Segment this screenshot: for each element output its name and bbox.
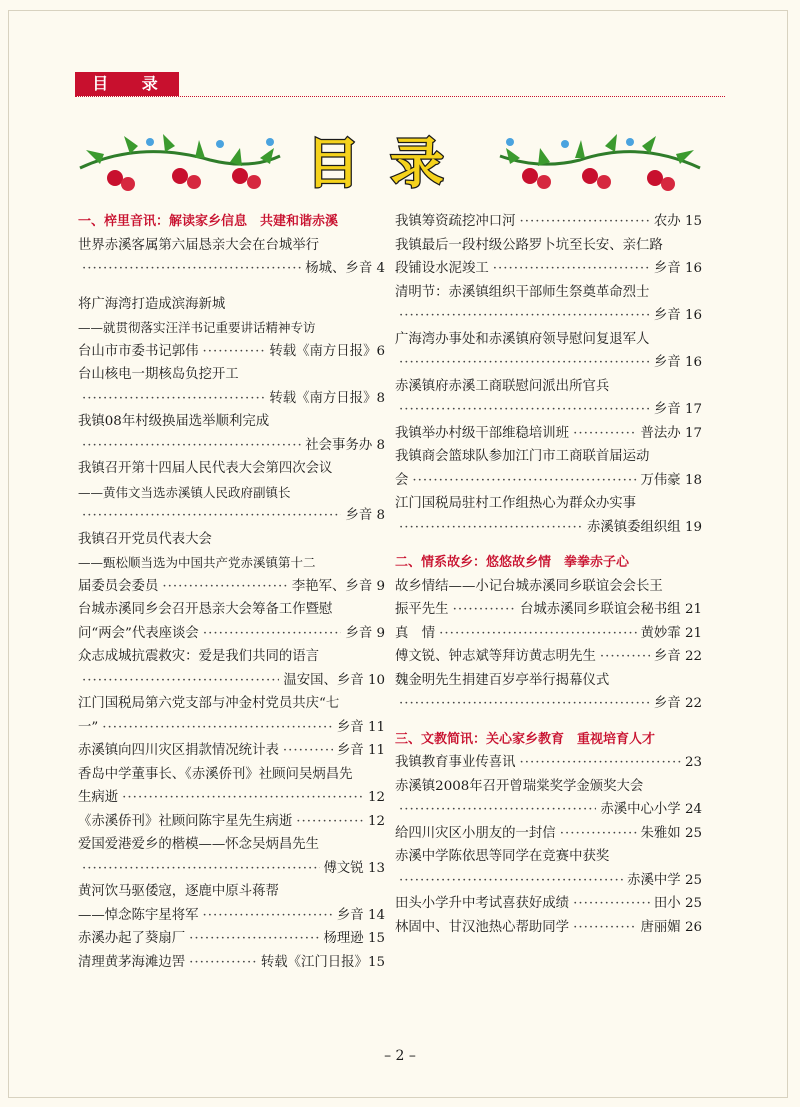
toc-entry-source-page: 赤溪镇委组织组 19 [586, 519, 702, 535]
leader-dots [82, 857, 320, 881]
toc-entry-title: 故乡情结——小记台城赤溪同乡联谊会会长王 [395, 578, 663, 594]
section-heading: 一、梓里音讯：解读家乡信息 共建和谐赤溪 [78, 214, 339, 229]
toc-entry-title: 我镇召开第十四届人民代表大会第四次会议 [78, 461, 333, 476]
toc-entry-source-line [78, 387, 385, 411]
leader-dots [573, 916, 636, 940]
page-title: 目录 [306, 132, 474, 195]
toc-entry-title: 会 [395, 472, 409, 488]
leader-dots [189, 951, 257, 975]
toc-entry-source-page: 乡音 16 [653, 308, 702, 323]
toc-entry-title: 真 情 [395, 625, 436, 641]
toc-entry-title: 赤溪镇向四川灾区捐款情况统计表 [78, 743, 279, 758]
toc-entry-subtitle: ——甄松顺当选为中国共产党赤溪镇第十二 [78, 555, 316, 570]
toc-entry-title: 《赤溪侨刊》社顾问陈宇星先生病逝 [78, 813, 293, 829]
toc-entry-title: 问“两会”代表座谈会 [78, 625, 199, 641]
leader-dots [399, 869, 623, 893]
toc-entry-title: 田头小学升中考试喜获好成绩 [395, 896, 570, 911]
toc-entry-source-line [78, 257, 385, 281]
leader-dots [573, 422, 636, 446]
toc-entry-source-line [395, 516, 702, 540]
toc-entry-title: 我镇最后一段村级公路罗卜坑至长安、亲仁路 [395, 237, 663, 253]
section-heading: 二、情系故乡：悠悠故乡情 拳拳赤子心 [395, 555, 630, 570]
leader-dots [82, 434, 301, 458]
leader-dots [453, 598, 516, 622]
section-heading: 三、文教简讯：关心家乡教育 重视培育人才 [395, 731, 656, 747]
leader-dots [189, 927, 319, 951]
toc-entry-title: 生病逝 [78, 790, 119, 805]
leader-dots [82, 257, 301, 281]
toc-entry-subtitle: ——黄伟文当选赤溪镇人民政府副镇长 [78, 484, 291, 500]
section-gap [78, 281, 385, 293]
toc-entry-source-line [78, 622, 385, 646]
leader-dots [122, 786, 364, 810]
toc-entry-source-page: 赤溪中心小学 24 [600, 802, 702, 817]
toc-entry-source-page: 社会事务办 8 [305, 437, 385, 453]
leader-dots [439, 622, 636, 646]
toc-entry-source-line [395, 398, 702, 422]
leader-dots [162, 575, 288, 599]
leader-dots [399, 351, 650, 375]
toc-entry-title: 世界赤溪客属第六届恳亲大会在台城举行 [78, 237, 320, 253]
leader-dots [82, 504, 341, 528]
section-gap [395, 539, 702, 551]
toc-entry-title: 我镇08年村级换届选举顺利完成 [78, 414, 270, 429]
toc-entry-title: 魏金明先生捐建百岁亭举行揭幕仪式 [395, 672, 610, 688]
leader-dots [573, 892, 650, 916]
left-cherry-branch-icon [80, 134, 280, 191]
toc-entry-source-line [395, 598, 702, 622]
toc-entry-source-page: 乡音 14 [336, 907, 385, 923]
leader-dots [203, 340, 266, 364]
toc-entry-source-page: 赤溪中学 25 [627, 872, 702, 888]
toc-entry-title: 赤溪办起了葵扇厂 [78, 931, 186, 946]
toc-entry-title: 我镇举办村级干部维稳培训班 [395, 425, 570, 441]
toc-entry-title: 林固中、甘汉池热心帮助同学 [395, 919, 570, 935]
right-cherry-branch-icon [500, 134, 700, 191]
toc-entry-title: 台山市市委书记郭伟 [78, 343, 199, 359]
toc-entry-source-line [78, 504, 385, 528]
toc-entry-source-line [78, 927, 385, 951]
toc-entry-source-line [78, 434, 385, 458]
toc-entry-source-page: 转载《江门日报》15 [260, 954, 385, 970]
toc-entry-title: 段铺设水泥竣工 [395, 261, 489, 276]
toc-entry-source-line [395, 257, 702, 281]
toc-entry-source-line [78, 857, 385, 881]
toc-entry-source-page: 万伟豪 18 [640, 472, 702, 488]
toc-entry-source-page: 李艳军、乡音 9 [291, 578, 385, 594]
leader-dots [412, 469, 636, 493]
leader-dots [203, 904, 333, 928]
toc-entry-source-page: 农办 15 [653, 214, 702, 229]
leader-dots [399, 516, 583, 540]
toc-entry-title: 振平先生 [395, 602, 449, 617]
toc-entry-source-line [395, 351, 702, 375]
toc-entry-title: 我镇商会篮球队参加江门市工商联首届运动 [395, 449, 650, 464]
toc-entry-title: 我镇召开党员代表大会 [78, 531, 212, 547]
toc-entry-source-line [395, 422, 702, 446]
toc-entry-title: 傅文锐、钟志斌等拜访黄志明先生 [395, 649, 596, 664]
leader-dots [283, 739, 333, 763]
toc-entry-source-page: 乡音 22 [653, 649, 702, 664]
toc-entry-source-line [78, 340, 385, 364]
toc-entry-subtitle: ——就贯彻落实汪洋书记重要讲话精神专访 [78, 320, 316, 335]
page-number: – 2 – [384, 1048, 416, 1064]
leader-dots [493, 257, 650, 281]
toc-entry-title: 赤溪中学陈依思等同学在竞赛中获奖 [395, 849, 610, 864]
toc-entry-source-line [78, 904, 385, 928]
toc-entry-source-line [395, 622, 702, 646]
toc-entry-source-page: 乡音 22 [653, 696, 702, 711]
toc-entry-source-line [78, 810, 385, 834]
toc-entry-source-line [395, 751, 702, 775]
title-banner [70, 120, 710, 204]
header-divider [75, 96, 725, 97]
toc-entry-source-page: 台城赤溪同乡联谊会秘书组 21 [520, 602, 702, 617]
toc-entry-title: 香岛中学董事长、《赤溪侨刊》社顾问吴炳昌先 [78, 766, 353, 782]
toc-entry-source-line [78, 716, 385, 740]
toc-entry-title: 台城赤溪同乡会召开恳亲大会筹备工作暨慰 [78, 602, 333, 617]
header-tab: 目 录 [75, 72, 179, 96]
toc-entry-source-line [395, 798, 702, 822]
toc-entry-source-line [395, 822, 702, 846]
toc-entry-source-page: 乡音 16 [653, 261, 702, 276]
toc-entry-source-line [395, 916, 702, 940]
toc-entry-source-page: 12 [367, 813, 385, 829]
toc-entry-source-line [395, 892, 702, 916]
toc-entry-source-line [395, 645, 702, 669]
toc-entry-source-line [395, 304, 702, 328]
toc-right-column [395, 210, 702, 939]
toc-entry-source-line [78, 786, 385, 810]
toc-entry-source-page: 温安国、乡音 10 [283, 672, 385, 688]
toc-entry-title: 我镇筹资疏挖冲口河 [395, 214, 516, 229]
toc-entry-source-page: 乡音 11 [336, 743, 385, 758]
toc-entry-title: 台山核电一期核岛负挖开工 [78, 367, 239, 382]
toc-entry-source-page: 12 [367, 790, 385, 805]
toc-entry-source-page: 杨城、乡音 4 [305, 261, 385, 276]
leader-dots [102, 716, 333, 740]
toc-entry-title: 届委员会委员 [78, 578, 159, 594]
toc-entry-title: 江门国税局第六党支部与冲金村党员共庆“七 [78, 696, 340, 711]
toc-entry-source-page: 黄妙霏 21 [640, 625, 702, 641]
toc-entry-title: 众志成城抗震救灾：爱是我们共同的语言 [78, 649, 320, 664]
toc-entry-source-page: 23 [684, 755, 702, 770]
toc-entry-source-line [78, 669, 385, 693]
toc-entry-source-line [78, 575, 385, 599]
toc-left-column [78, 210, 385, 974]
toc-entry-title: 一” [78, 719, 99, 735]
toc-entry-source-page: 田小 25 [653, 896, 702, 911]
toc-entry-title: 赤溪镇2008年召开曾瑞棠奖学金颁奖大会 [395, 778, 644, 794]
toc-entry-source-page: 转载《南方日报》6 [269, 343, 385, 359]
leader-dots [399, 398, 650, 422]
leader-dots [600, 645, 650, 669]
toc-entry-source-page: 乡音 16 [653, 355, 702, 370]
toc-entry-source-line [395, 469, 702, 493]
toc-entry-source-page: 朱雅如 25 [640, 825, 702, 841]
toc-entry-source-line [78, 951, 385, 975]
toc-entry-source-page: 乡音 9 [345, 625, 385, 641]
toc-entry-title: 广海湾办事处和赤溪镇府领导慰问复退军人 [395, 331, 650, 347]
toc-entry-source-page: 乡音 11 [336, 719, 385, 735]
toc-entry-source-page: 乡音 8 [345, 508, 385, 523]
leader-dots [520, 751, 681, 775]
toc-entry-source-line [78, 739, 385, 763]
toc-entry-title: 清明节：赤溪镇组织干部师生祭奠革命烈士 [395, 284, 650, 300]
leader-dots [520, 210, 650, 234]
leader-dots [560, 822, 637, 846]
toc-entry-source-page: 转载《南方日报》8 [269, 390, 385, 406]
toc-entry-source-page: 乡音 17 [653, 402, 702, 417]
toc-entry-source-page: 唐丽媚 26 [640, 919, 702, 935]
leader-dots [399, 798, 596, 822]
toc-entry-title: 给四川灾区小朋友的一封信 [395, 825, 556, 841]
toc-entry-source-page: 杨理逊 15 [323, 931, 385, 946]
leader-dots [399, 692, 650, 716]
toc-entry-title: 赤溪镇府赤溪工商联慰问派出所官兵 [395, 378, 610, 394]
toc-entry-title: 黄河饮马驱倭寇，逐鹿中原斗蒋帮 [78, 884, 279, 899]
leader-dots [82, 669, 279, 693]
toc-entry-title: 将广海湾打造成滨海新城 [78, 296, 226, 312]
toc-entry-title: ——悼念陈宇星将军 [78, 907, 199, 923]
leader-dots [296, 810, 364, 834]
toc-entry-title: 我镇教育事业传喜讯 [395, 755, 516, 770]
toc-entry-title: 清理黄茅海滩边罟 [78, 954, 186, 970]
section-gap [395, 716, 702, 728]
toc-entry-source-page: 傅文锐 13 [323, 860, 385, 876]
leader-dots [399, 304, 650, 328]
leader-dots [203, 622, 342, 646]
toc-entry-source-line [395, 869, 702, 893]
toc-entry-source-page: 普法办 17 [640, 425, 702, 441]
toc-entry-source-line [395, 692, 702, 716]
leader-dots [82, 387, 265, 411]
toc-entry-title: 爱国爱港爱乡的楷模——怀念吴炳昌先生 [78, 837, 320, 852]
toc-entry-source-line [395, 210, 702, 234]
toc-entry-title: 江门国税局驻村工作组热心为群众办实事 [395, 496, 637, 511]
